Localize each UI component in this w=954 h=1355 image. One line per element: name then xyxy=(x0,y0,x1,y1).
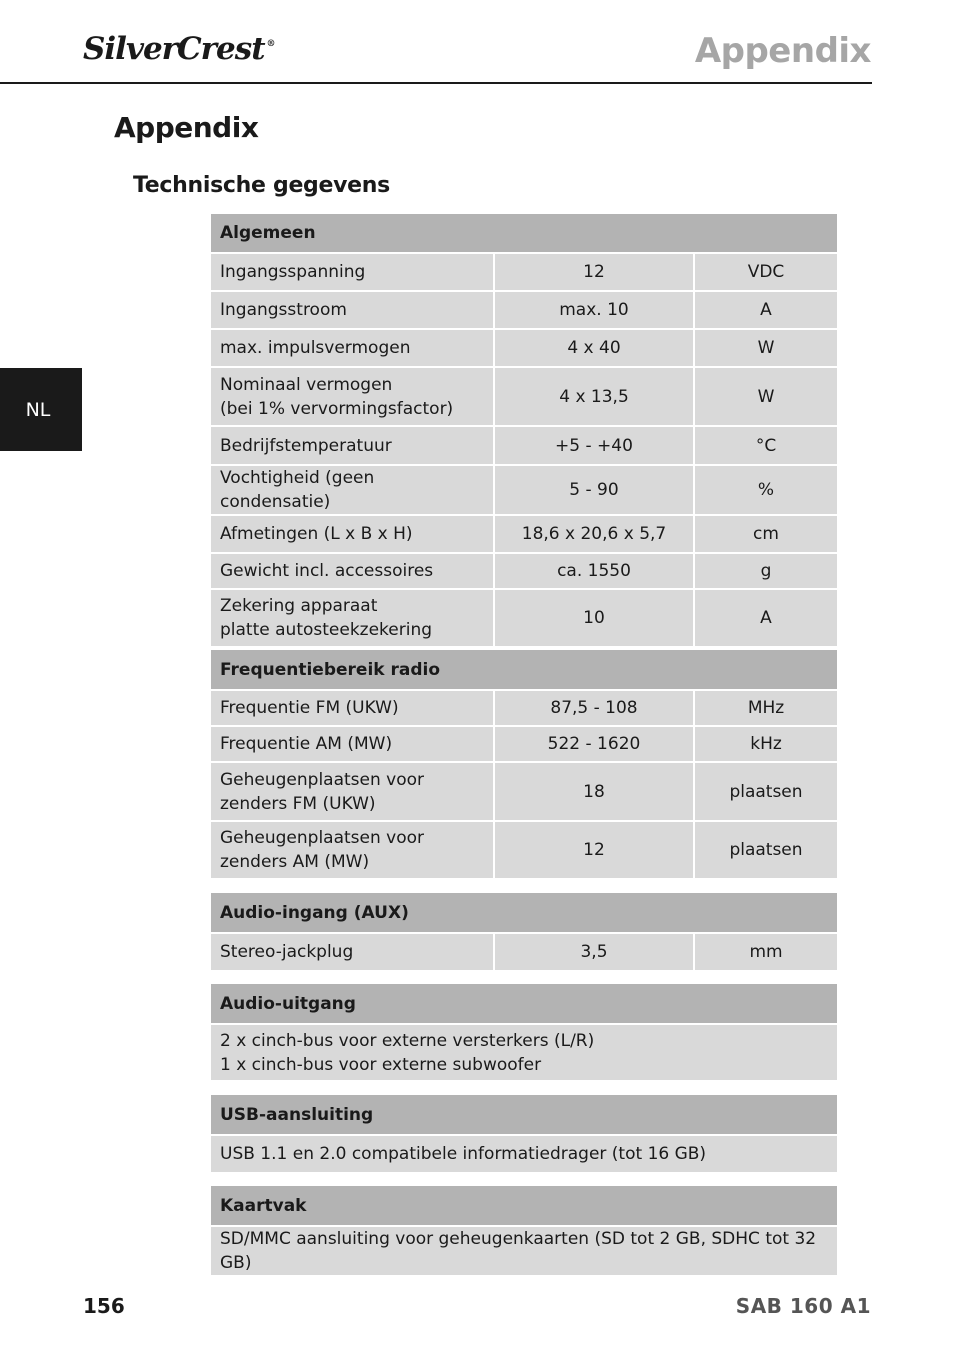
table-row xyxy=(211,516,837,554)
table-row xyxy=(211,590,837,648)
spec-unit: % xyxy=(695,466,837,516)
header-divider xyxy=(0,82,872,84)
spec-unit: VDC xyxy=(695,254,837,292)
spec-unit: plaatsen xyxy=(695,763,837,822)
page-heading: Appendix xyxy=(114,111,259,144)
table-header: USB-aansluiting xyxy=(211,1095,837,1136)
spec-label: Bedrijfstemperatuur xyxy=(211,427,495,466)
spec-unit: plaatsen xyxy=(695,822,837,880)
spec-label: Ingangsspanning xyxy=(211,254,495,292)
table-row xyxy=(211,1136,837,1174)
section-heading: Technische gegevens xyxy=(133,173,390,198)
table-row xyxy=(211,822,837,880)
spec-value: 12 xyxy=(495,822,695,880)
table-row xyxy=(211,427,837,466)
table-header: Audio-ingang (AUX) xyxy=(211,893,837,934)
spec-value: 87,5 - 108 xyxy=(495,691,695,727)
spec-label-line1: Geheugenplaatsen voor xyxy=(220,828,425,848)
spec-text: SD/MMC aansluiting voor geheugenkaarten (SD tot 2 GB, SDHC tot 32 GB) xyxy=(211,1227,837,1277)
spec-label-line2: (bei 1% vervormingsfactor) xyxy=(220,398,454,419)
spec-label-line2: platte autosteekzekering xyxy=(220,620,433,640)
spec-text xyxy=(211,1025,837,1082)
spec-text: USB 1.1 en 2.0 compatibele informatiedrager (tot 16 GB) xyxy=(211,1136,837,1174)
table-algemeen xyxy=(211,214,837,648)
table-row xyxy=(211,330,837,368)
brand-logo: SilverCrest ® xyxy=(83,31,275,67)
spec-unit: MHz xyxy=(695,691,837,727)
table-aux xyxy=(211,893,837,972)
spec-label: Gewicht incl. accessoires xyxy=(211,554,495,590)
table-card xyxy=(211,1186,837,1277)
spec-label-line1: Zekering apparaat xyxy=(220,596,378,616)
spec-label-line2: zenders AM (MW) xyxy=(220,852,370,872)
spec-label-line1: Nominaal vermogen xyxy=(220,374,393,395)
spec-label xyxy=(211,822,495,880)
table-row xyxy=(211,1227,837,1277)
table-row xyxy=(211,368,837,427)
spec-value: 10 xyxy=(495,590,695,648)
table-row xyxy=(211,691,837,727)
spec-value: 18 xyxy=(495,763,695,822)
spec-label: Afmetingen (L x B x H) xyxy=(211,516,495,554)
spec-value: 5 - 90 xyxy=(495,466,695,516)
spec-value: 4 x 13,5 xyxy=(495,368,695,427)
table-header: Kaartvak xyxy=(211,1186,837,1227)
page-number: 156 xyxy=(83,1294,125,1318)
spec-value: +5 - +40 xyxy=(495,427,695,466)
spec-value: ca. 1550 xyxy=(495,554,695,590)
spec-unit: W xyxy=(695,330,837,368)
spec-unit: kHz xyxy=(695,727,837,763)
table-row xyxy=(211,727,837,763)
spec-unit: mm xyxy=(695,934,837,972)
spec-label: Frequentie AM (MW) xyxy=(211,727,495,763)
spec-label: Vochtigheid (geen condensatie) xyxy=(211,466,495,516)
table-header: Audio-uitgang xyxy=(211,984,837,1025)
table-row xyxy=(211,254,837,292)
spec-label xyxy=(211,590,495,648)
spec-value: 18,6 x 20,6 x 5,7 xyxy=(495,516,695,554)
model-number: SAB 160 A1 xyxy=(735,1294,871,1318)
table-usb xyxy=(211,1095,837,1174)
spec-unit: g xyxy=(695,554,837,590)
spec-label: Frequentie FM (UKW) xyxy=(211,691,495,727)
spec-value: 12 xyxy=(495,254,695,292)
table-header: Frequentiebereik radio xyxy=(211,650,837,691)
spec-value: 4 x 40 xyxy=(495,330,695,368)
table-row xyxy=(211,466,837,516)
spec-value: 522 - 1620 xyxy=(495,727,695,763)
table-row xyxy=(211,292,837,330)
table-radio xyxy=(211,650,837,880)
spec-text-line1: 2 x cinch-bus voor externe versterkers (L/R) xyxy=(220,1030,595,1051)
table-header: Algemeen xyxy=(211,214,837,254)
spec-label: Stereo-jackplug xyxy=(211,934,495,972)
spec-text-line2: 1 x cinch-bus voor externe subwoofer xyxy=(220,1054,542,1075)
spec-label: max. impulsvermogen xyxy=(211,330,495,368)
language-tab: NL xyxy=(0,368,82,451)
header-title: Appendix xyxy=(694,31,871,71)
spec-unit: °C xyxy=(695,427,837,466)
spec-value: 3,5 xyxy=(495,934,695,972)
table-row xyxy=(211,763,837,822)
spec-unit: cm xyxy=(695,516,837,554)
table-row xyxy=(211,1025,837,1082)
spec-label xyxy=(211,763,495,822)
spec-label xyxy=(211,368,495,427)
table-row xyxy=(211,934,837,972)
spec-label: Ingangsstroom xyxy=(211,292,495,330)
table-row xyxy=(211,554,837,590)
spec-unit: W xyxy=(695,368,837,427)
spec-unit: A xyxy=(695,292,837,330)
spec-unit: A xyxy=(695,590,837,648)
spec-label-line2: zenders FM (UKW) xyxy=(220,793,376,814)
table-audio-out xyxy=(211,984,837,1082)
spec-label-line1: Geheugenplaatsen voor xyxy=(220,769,425,790)
spec-value: max. 10 xyxy=(495,292,695,330)
